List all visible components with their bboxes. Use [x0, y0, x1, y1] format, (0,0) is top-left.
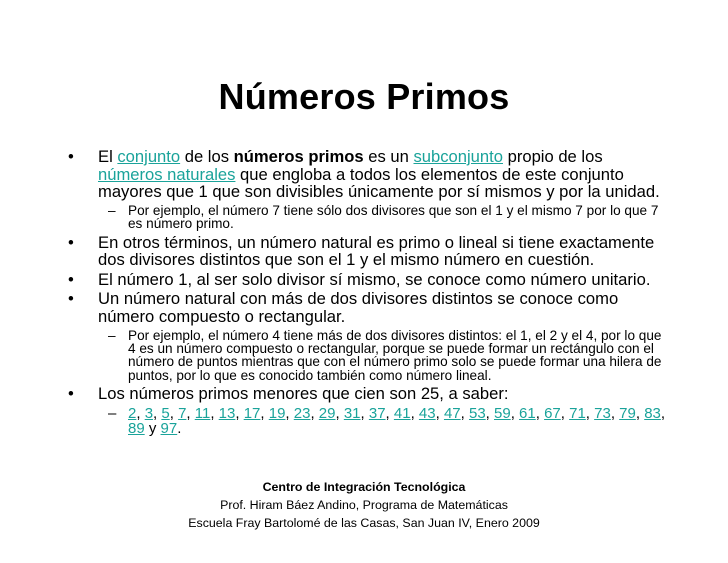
prime-link[interactable]: 71 — [569, 404, 586, 422]
prime-link[interactable]: 3 — [144, 404, 154, 422]
prime-link[interactable]: 89 — [128, 420, 145, 438]
inline-link[interactable]: conjunto — [117, 147, 181, 166]
dash-marker: – — [108, 404, 117, 422]
sub-bullet-item — [68, 204, 668, 231]
bold-text: números primos — [233, 147, 364, 166]
bullet-text: Un número natural con más de dos divisores distintos se conoce como número compuesto o rectangular. — [98, 289, 619, 326]
prime-link[interactable]: 13 — [218, 404, 236, 422]
bullet-item — [68, 234, 668, 269]
slide-title: Números Primos — [218, 76, 510, 117]
prime-link[interactable]: 11 — [194, 404, 211, 422]
footer — [0, 478, 728, 532]
prime-link[interactable]: 29 — [318, 404, 336, 422]
prime-link[interactable]: 79 — [619, 404, 636, 422]
bullet-text: El número 1, al ser solo divisor sí mismo, se conoce como número unitario. — [98, 269, 651, 289]
bullet-item — [68, 385, 668, 403]
bullet-marker: • — [68, 289, 74, 309]
bullet-text: que engloba a todos los elementos de este conjunto mayores que 1 que son divisibles únicamente por sí mismos y por la unidad. — [98, 164, 660, 202]
inline-link[interactable]: números naturales — [98, 164, 236, 184]
sub-bullet-item — [68, 329, 668, 383]
prime-link[interactable]: 17 — [243, 404, 261, 422]
bullet-text: El — [98, 147, 118, 166]
bullet-list — [68, 148, 668, 440]
prime-link[interactable]: 23 — [293, 404, 311, 422]
prime-link[interactable]: 83 — [644, 404, 661, 422]
prime-link[interactable]: 73 — [594, 404, 611, 422]
prime-link[interactable]: 61 — [519, 404, 536, 422]
inline-link[interactable]: subconjunto — [413, 147, 503, 166]
bullet-marker: • — [68, 384, 74, 404]
prime-link[interactable]: 5 — [161, 404, 170, 422]
prime-link[interactable]: 19 — [268, 404, 286, 422]
bullet-item — [68, 290, 668, 325]
prime-link[interactable]: 47 — [443, 404, 461, 422]
prime-link[interactable]: 59 — [494, 404, 511, 422]
bullet-item — [68, 148, 668, 201]
prime-link[interactable]: 31 — [343, 404, 361, 422]
prime-link[interactable]: 7 — [178, 404, 187, 422]
dash-marker: – — [108, 202, 116, 218]
footer-institution: Centro de Integración Tecnológica — [262, 480, 466, 494]
footer-school-date: Escuela Fray Bartolomé de las Casas, San Juan IV, Enero 2009 — [188, 516, 540, 530]
prime-link[interactable]: 97 — [160, 420, 178, 438]
sub-bullet-text: Por ejemplo, el número 4 tiene más de dos divisores distintos: el 1, el 2 y el 4, por lo que 4 es un número compuesto o rectangular, porque se puede formar un rectángulo con el número de puntos mientras que con el número primo solo se puede formar una hilera de puntos, por lo que es conocido también como número lineal. — [128, 327, 662, 383]
bullet-text: de los — [180, 147, 234, 166]
bullet-text: propio de los — [502, 147, 603, 166]
bullet-item — [68, 271, 668, 289]
bullet-text: En otros términos, un número natural es primo o lineal si tiene exactamente dos divisores distintos que son el 1 y el mismo número en cuestión. — [98, 232, 655, 270]
footer-author: Prof. Hiram Báez Andino, Programa de Matemáticas — [220, 498, 508, 512]
bullet-marker: • — [68, 232, 74, 252]
prime-link[interactable]: 67 — [544, 404, 561, 422]
prime-link[interactable]: 2 — [128, 404, 137, 422]
prime-link[interactable]: 53 — [468, 404, 486, 422]
primes-list: – 2, 3, 5, 7, 11, 13, 17, 19, 23, 29, 31, 37, 41, 43, 47, 53, 59, 61, 67, 71, 73, 79, 83, 89 y 97. — [108, 404, 666, 438]
prime-link[interactable]: 43 — [418, 404, 436, 422]
dash-marker: – — [108, 327, 116, 343]
prime-link[interactable]: 37 — [368, 404, 386, 422]
bullet-marker: • — [68, 147, 74, 166]
sub-bullet-text: Por ejemplo, el número 7 tiene sólo dos divisores que son el 1 y el mismo 7 por lo que 7 es número primo. — [128, 202, 659, 232]
bullet-text: es un — [363, 147, 414, 166]
bullet-marker: • — [68, 269, 74, 289]
prime-link[interactable]: 41 — [393, 404, 411, 422]
bullet-text: Los números primos menores que cien son 25, a saber: — [98, 384, 509, 404]
